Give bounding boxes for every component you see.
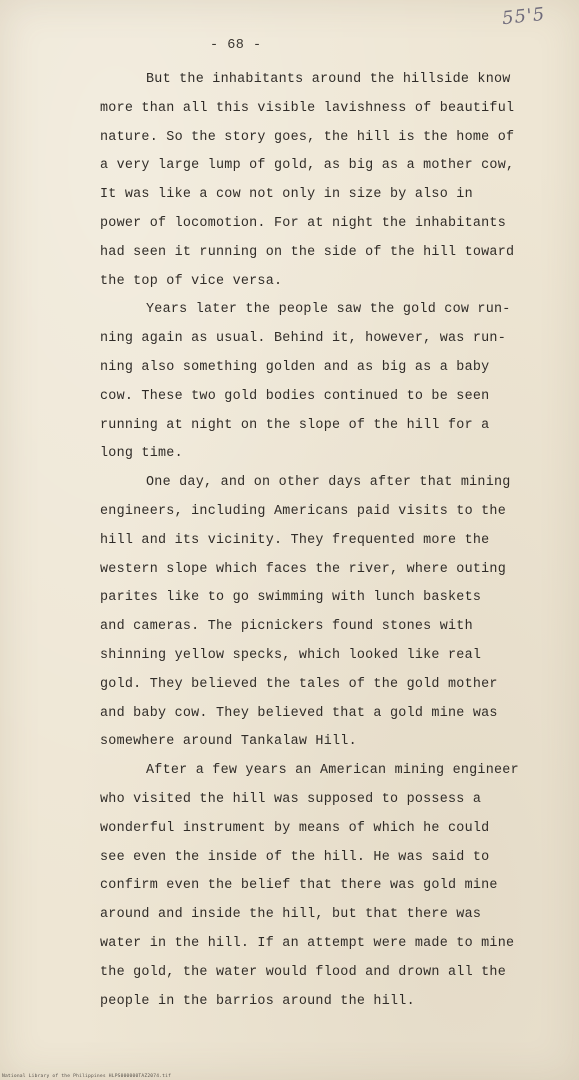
text-line: shinning yellow specks, which looked like real — [100, 647, 482, 663]
text-line: wonderful instrument by means of which he could — [100, 820, 490, 836]
text-line: Years later the people saw the gold cow run- — [146, 302, 511, 318]
text-line: water in the hill. If an attempt were made to mine — [100, 935, 515, 951]
text-line: western slope which faces the river, where outing — [100, 561, 506, 577]
archive-footer: National Library of the Philippines HLPS000000TAZ2074.tif — [2, 1074, 172, 1079]
text-line: running at night on the slope of the hill for a — [100, 417, 490, 433]
text-line: confirm even the belief that there was gold mine — [100, 878, 498, 894]
text-line: One day, and on other days after that mining — [146, 475, 511, 491]
text-line: had seen it running on the side of the hill toward — [100, 244, 515, 260]
text-line: ning again as usual. Behind it, however, was run- — [100, 331, 506, 347]
text-line: long time. — [100, 446, 183, 462]
text-line: who visited the hill was supposed to possess a — [100, 791, 482, 807]
text-line: more than all this visible lavishness of beautiful — [100, 100, 515, 116]
text-line: ning also something golden and as big as a baby — [100, 359, 490, 375]
text-line: the top of vice versa. — [100, 273, 283, 289]
text-line: hill and its vicinity. They frequented more the — [100, 532, 490, 548]
text-line: cow. These two gold bodies continued to be seen — [100, 388, 490, 404]
body-text — [100, 66, 550, 1016]
text-line: the gold, the water would flood and drown all the — [100, 964, 506, 980]
text-line: But the inhabitants around the hillside know — [146, 72, 511, 87]
text-line: gold. They believed the tales of the gold mother — [100, 676, 498, 692]
text-line: After a few years an American mining engineer — [146, 763, 519, 779]
text-line: around and inside the hill, but that there was — [100, 907, 482, 923]
text-line: engineers, including Americans paid visits to the — [100, 503, 506, 519]
text-line: nature. So the story goes, the hill is the home of — [100, 129, 515, 145]
text-line: see even the inside of the hill. He was said to — [100, 849, 490, 865]
page-number: - 68 - — [210, 38, 262, 53]
text-line: and baby cow. They believed that a gold mine was — [100, 705, 498, 721]
text-line: a very large lump of gold, as big as a mother cow, — [100, 158, 515, 174]
text-line: parites like to go swimming with lunch baskets — [100, 590, 482, 606]
text-line: and cameras. The picnickers found stones with — [100, 619, 473, 635]
text-line: people in the barrios around the hill. — [100, 993, 415, 1009]
text-line: It was like a cow not only in size by also in — [100, 187, 473, 203]
handwritten-page-mark: 55'5 — [500, 3, 546, 30]
text-line: power of locomotion. For at night the inhabitants — [100, 215, 506, 231]
text-line: somewhere around Tankalaw Hill. — [100, 734, 357, 750]
